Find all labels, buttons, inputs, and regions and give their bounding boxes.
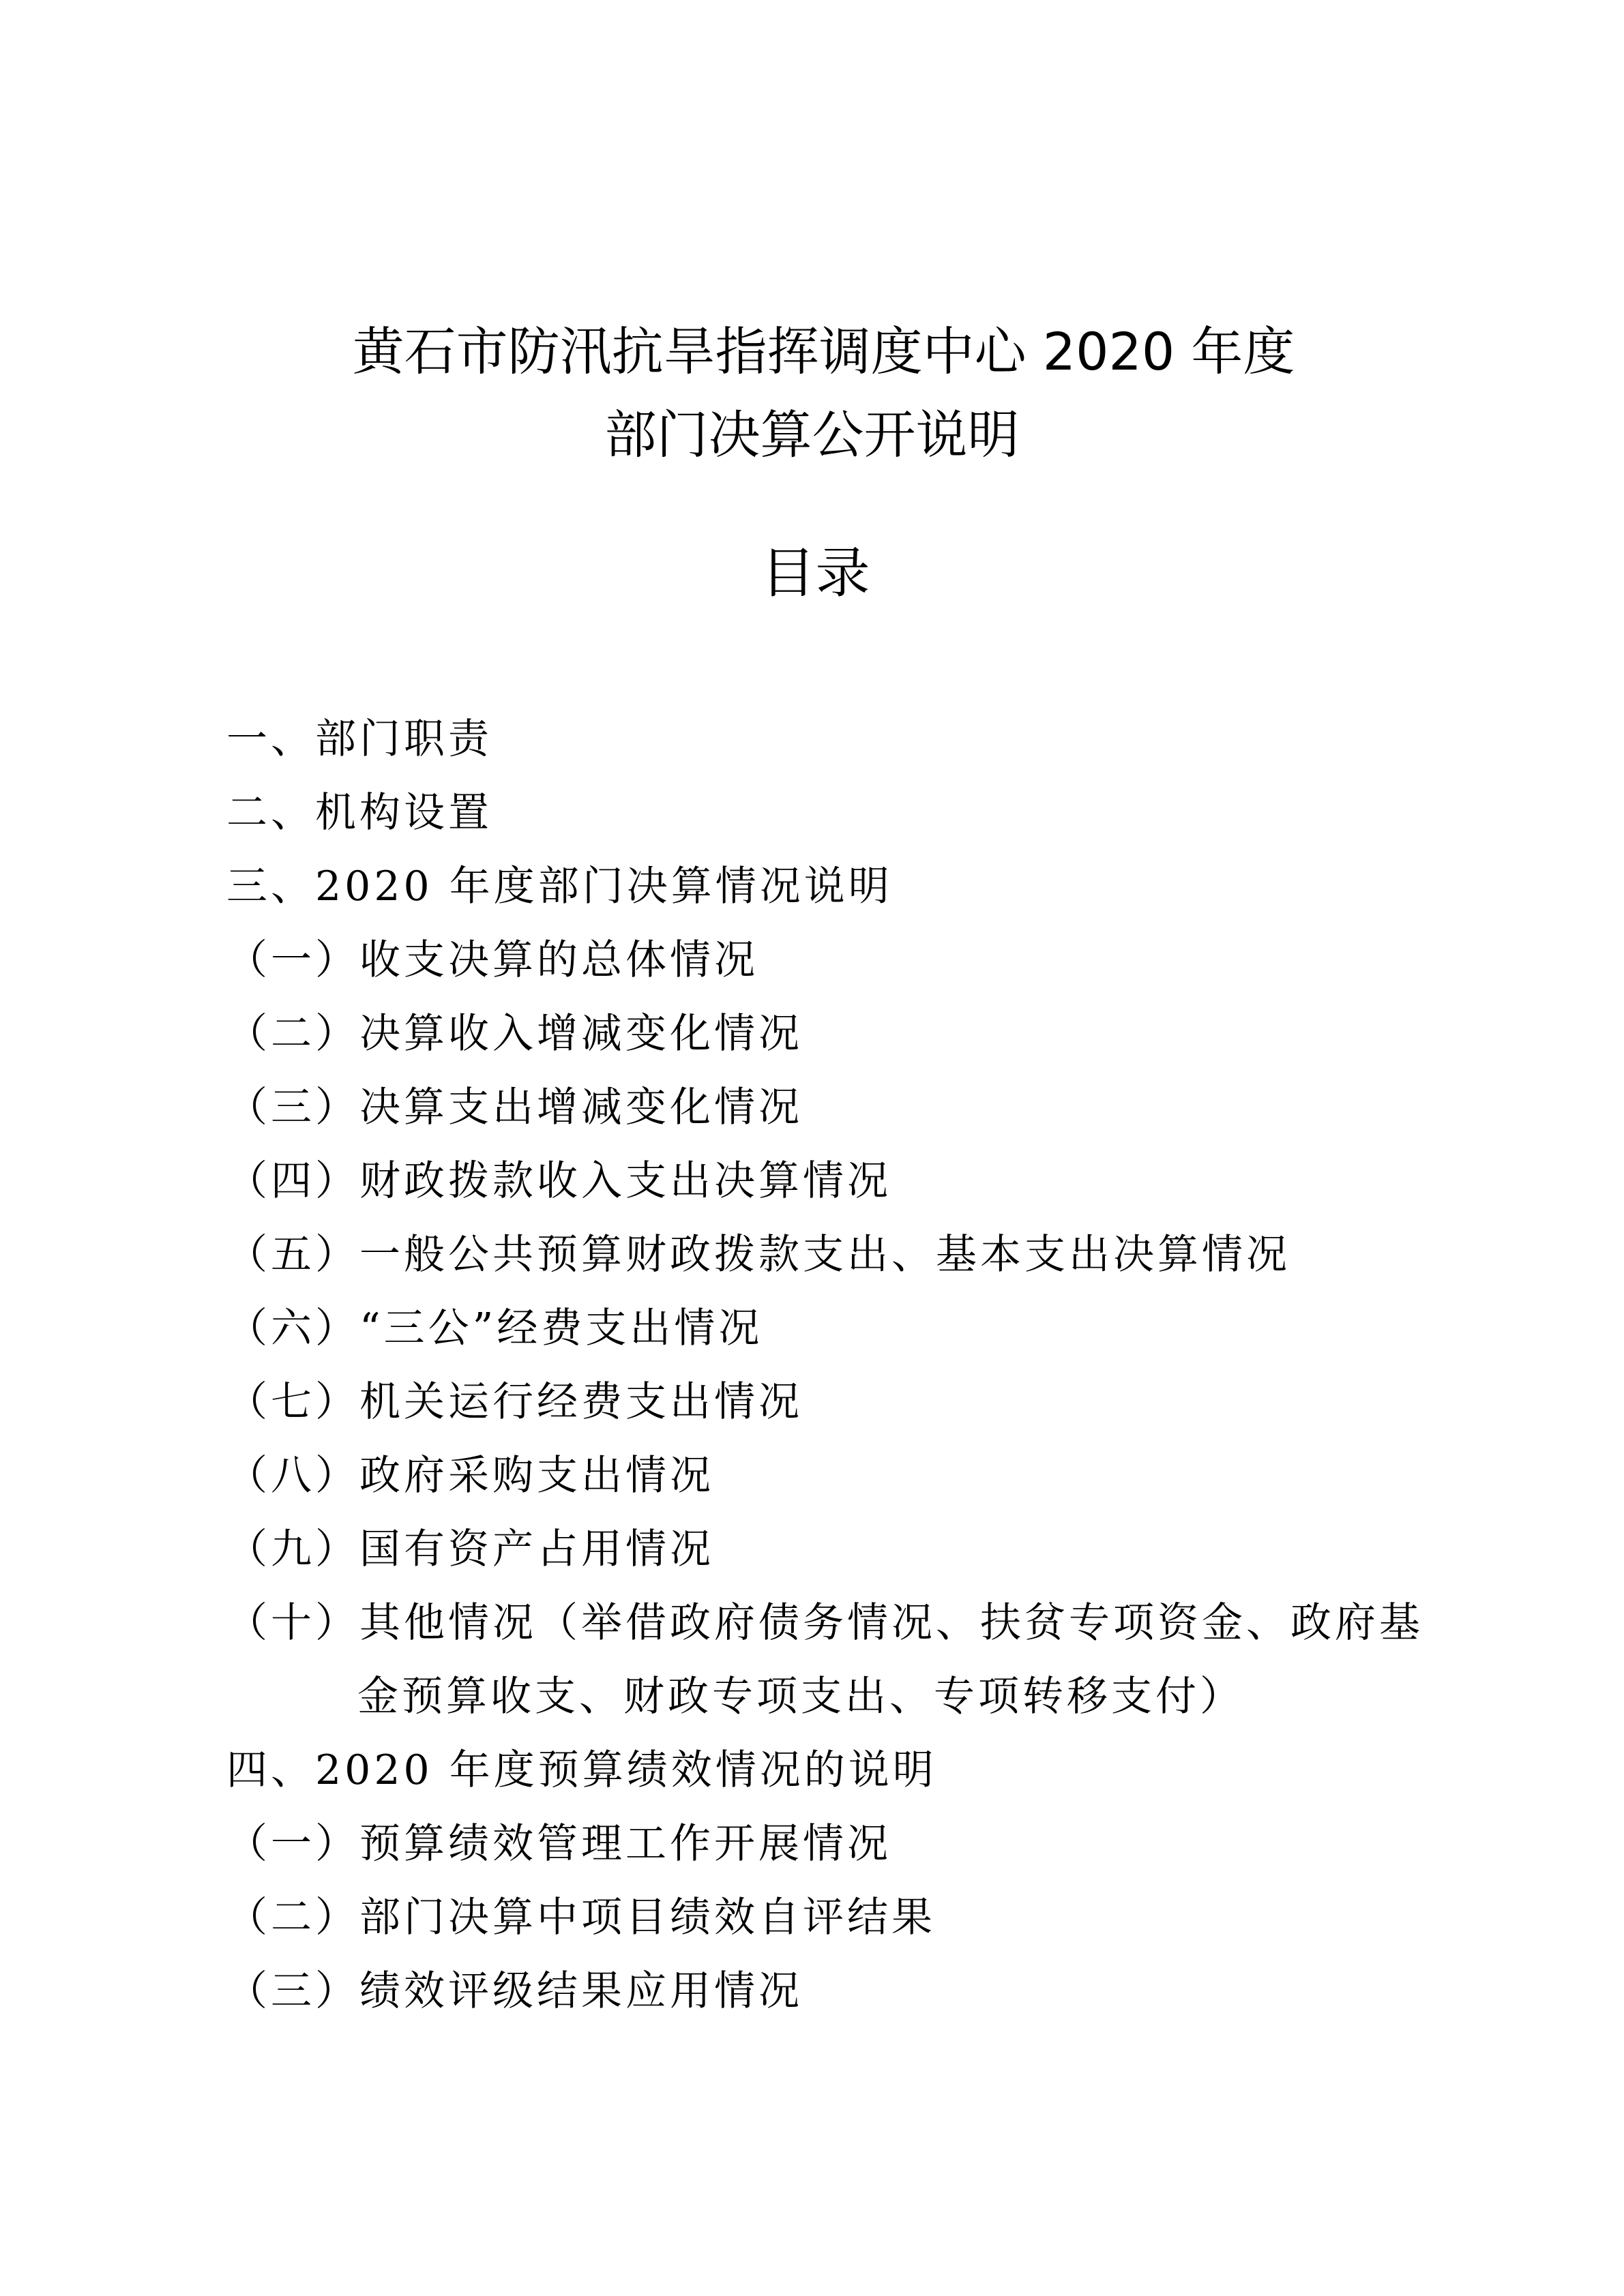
- toc-item-project-self-evaluation: （二）部门决算中项目绩效自评结果: [226, 1894, 936, 1941]
- table-of-contents: [226, 702, 1427, 2028]
- toc-item-performance-management: （一）预算绩效管理工作开展情况: [226, 1820, 891, 1868]
- toc-item-performance-overview: 四、2020 年度预算绩效情况的说明: [226, 1746, 937, 1794]
- toc-item-other-line-2: 金预算收支、财政专项支出、专项转移支付）: [357, 1673, 1244, 1720]
- document-title-line-2: 部门决算公开说明: [604, 404, 1020, 465]
- toc-item-responsibilities: 一、部门职责: [226, 715, 492, 763]
- toc-item-fiscal-appropriation: （四）财政拨款收入支出决算情况: [226, 1157, 891, 1205]
- document-title-line-1: 黄石市防汛抗旱指挥调度中心 2020 年度: [352, 321, 1295, 382]
- toc-item-income-changes: （二）决算收入增减变化情况: [226, 1010, 803, 1058]
- toc-item-organization: 二、机构设置: [226, 789, 492, 837]
- toc-item-state-assets: （九）国有资产占用情况: [226, 1525, 714, 1573]
- toc-item-expenditure-changes: （三）决算支出增减变化情况: [226, 1084, 803, 1131]
- toc-item-three-public-expenses: （六）“三公”经费支出情况: [226, 1304, 763, 1352]
- toc-item-final-accounts-overview: 三、2020 年度部门决算情况说明: [226, 863, 893, 910]
- toc-item-general-public-budget: （五）一般公共预算财政拨款支出、基本支出决算情况: [226, 1231, 1290, 1279]
- toc-item-overall-income-expenditure: （一）收支决算的总体情况: [226, 936, 758, 984]
- toc-item-rating-application: （三）绩效评级结果应用情况: [226, 1967, 803, 2015]
- toc-item-other: [226, 1586, 1427, 1733]
- document-title: [0, 310, 1624, 477]
- toc-item-other-line-1: （十）其他情况（举借政府债务情况、扶贫专项资金、政府基: [226, 1599, 1423, 1647]
- toc-item-operating-expenses: （七）机关运行经费支出情况: [226, 1378, 803, 1426]
- toc-heading: 目录: [761, 541, 870, 605]
- toc-item-government-procurement: （八）政府采购支出情况: [226, 1452, 714, 1500]
